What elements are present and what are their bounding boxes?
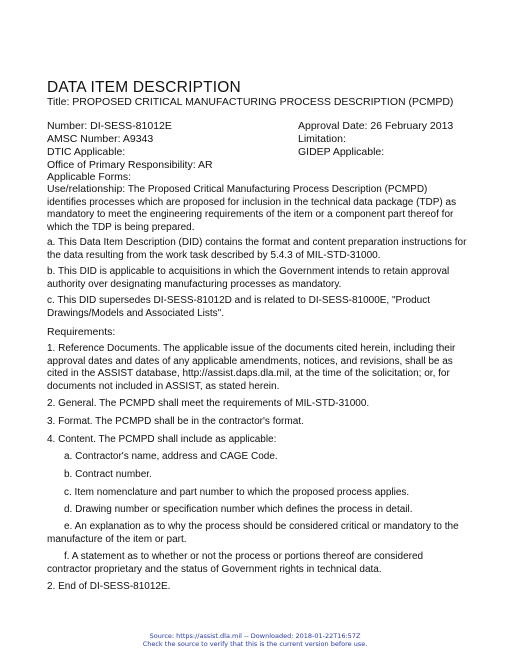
gidep-field: GIDEP Applicable: (298, 146, 385, 158)
requirement-4: 4. Content. The PCMPD shall include as applicable: (47, 434, 277, 445)
content-item-e: e. An explanation as to why the process should be considered critical or mandatory to the manufacture of the item or part. (47, 521, 459, 545)
number-field: Number: DI-SESS-81012E (47, 120, 172, 132)
requirements-heading: Requirements: (47, 326, 116, 338)
paragraph-b: b. This DID is applicable to acquisitions in which the Government intends to retain approval authority over designating manufacturing processes as mandatory. (47, 266, 450, 290)
use-relationship-text: The Proposed Critical Manufacturing Process Description (PCMPD) identifies processes which are proposed for inclusion in the technical data package (TDP) as mandatory to meet the engineering requirements of the item or a component part thereof for which the TDP is being prepared. (47, 184, 457, 233)
footer-source: Source: https://assist.dla.mil -- Downloaded: 2018-01-22T16:57Z (149, 632, 361, 640)
requirement-1: 1. Reference Documents. The applicable issue of the documents cited herein, including their approval dates and dates of any applicable amendments, notices, and revisions, shall be as cited in the ASSIST database, http://assist.daps.dla.mil, at the time of the solicitation; or, for documents not included in ASSIST, as stated herein. (47, 343, 456, 392)
footer-verify: Check the source to verify that this is the current version before use. (142, 640, 368, 648)
applicable-forms-field: Applicable Forms: (47, 171, 132, 183)
office-field: Office of Primary Responsibility: AR (47, 159, 213, 171)
content-item-a: a. Contractor's name, address and CAGE Code. (64, 451, 278, 462)
approval-date-field: Approval Date: 26 February 2013 (298, 120, 454, 132)
document-title: DATA ITEM DESCRIPTION (47, 79, 241, 96)
requirement-2: 2. General. The PCMPD shall meet the requirements of MIL-STD-31000. (47, 398, 370, 409)
content-item-b: b. Contract number. (64, 469, 152, 480)
paragraph-a: a. This Data Item Description (DID) contains the format and content preparation instructions for the data resulting from the work task described by 5.4.3 of MIL-STD-31000. (47, 237, 467, 261)
content-item-d: d. Drawing number or specification number which defines the process in detail. (64, 504, 413, 515)
use-relationship-label: Use/relationship: (47, 183, 126, 195)
use-relationship-paragraph (47, 183, 467, 234)
document-subtitle: Title: PROPOSED CRITICAL MANUFACTURING PROCESS DESCRIPTION (PCMPD) (47, 96, 454, 108)
amsc-field: AMSC Number: A9343 (47, 133, 154, 145)
requirement-3: 3. Format. The PCMPD shall be in the contractor's format. (47, 416, 304, 427)
content-item-c: c. Item nomenclature and part number to which the proposed process applies. (64, 487, 410, 498)
limitation-field: Limitation: (298, 133, 346, 145)
content-item-f: f. A statement as to whether or not the process or portions thereof are considered contractor proprietary and the status of Government rights in technical data. (47, 551, 424, 575)
dtic-field: DTIC Applicable: (47, 146, 126, 158)
end-line: 2. End of DI-SESS-81012E. (47, 581, 171, 592)
paragraph-c: c. This DID supersedes DI-SESS-81012D and is related to DI-SESS-81000E, "Product Drawings/Models and Associated Lists". (47, 295, 430, 319)
